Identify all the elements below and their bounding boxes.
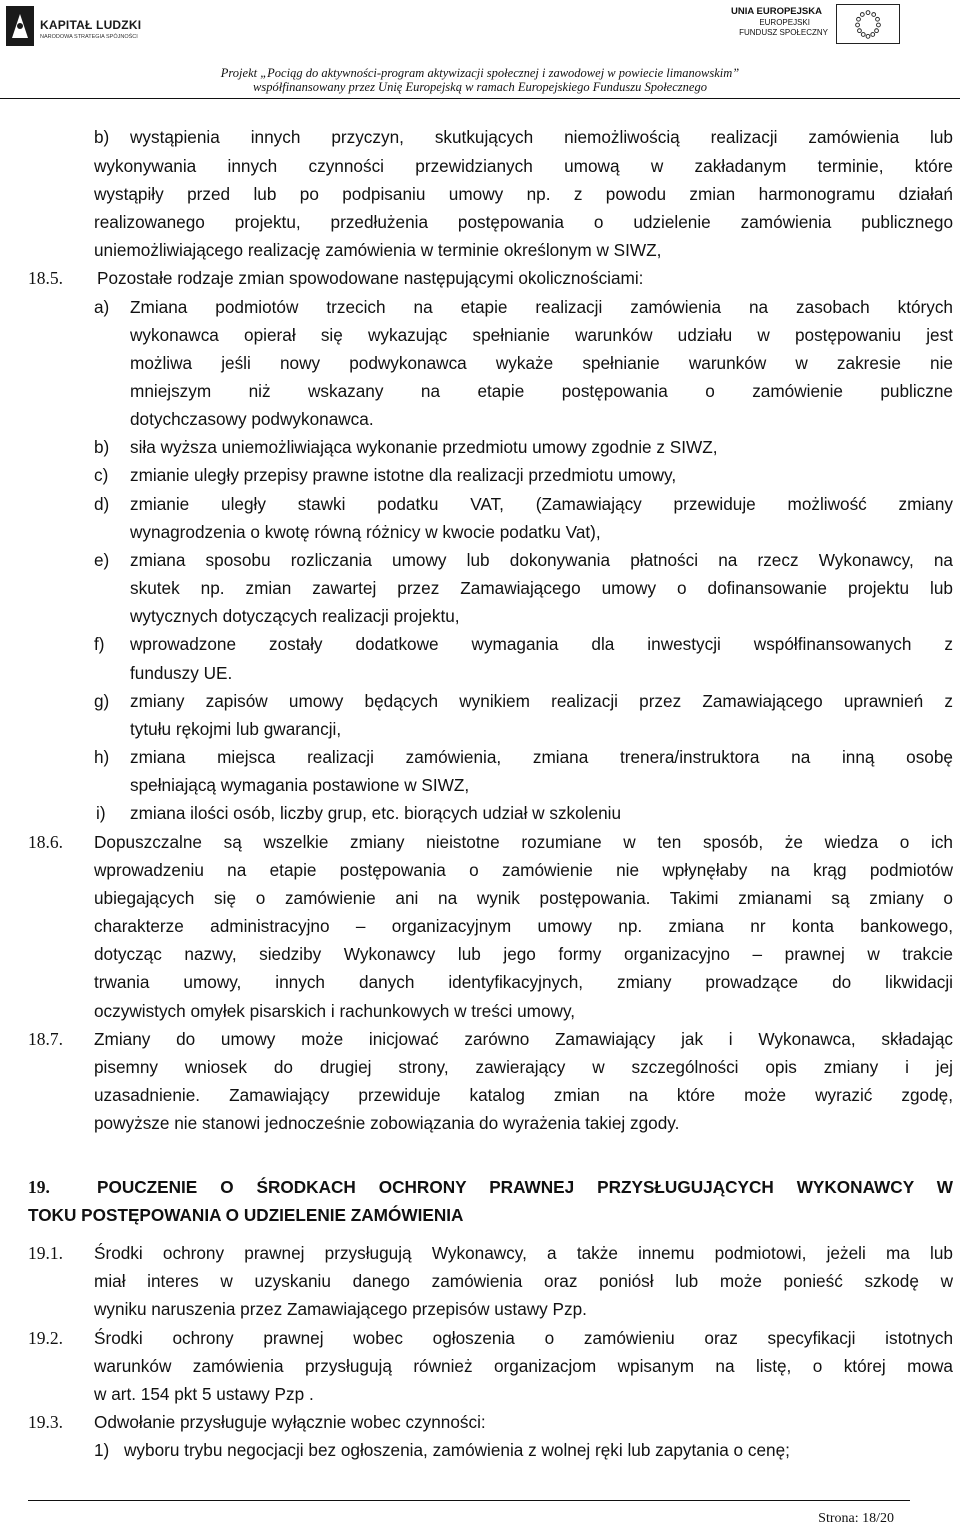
text-line: wystąpiły przed lub po podpisaniu umowy np. z powodu zmian harmonogramu działań xyxy=(94,184,953,204)
item-label-i: i) xyxy=(96,803,106,823)
text-line: tytułu rękojmi lub gwarancji, xyxy=(130,719,342,739)
item-label-b: b) xyxy=(94,437,110,457)
text-line: wyboru trybu negocjacji bez ogłoszenia, zamówienia z wolnej ręki lub zapytania o cenę; xyxy=(124,1440,790,1460)
text-line: uzasadnienie. Zamawiający przewiduje katalog zmian na które może wyrazić zgodę, xyxy=(94,1085,953,1105)
text-line: miał interes w uzyskaniu danego zamówienia oraz poniósł lub może ponieść szkodę w xyxy=(94,1271,953,1291)
item-label-e: e) xyxy=(94,550,110,570)
text-line: oczywistych omyłek pisarskich i rachunkowych w treści umowy, xyxy=(94,1001,576,1021)
text-line: skutek np. zmian zawartej przez Zamawiającego umowy o dofinansowanie projektu lub xyxy=(130,578,953,598)
project-title: Projekt „Pociąg do aktywności-program aktywizacji społecznej i zawodowej w powiecie limanowskim” xyxy=(220,66,740,80)
text-line: zmiana sposobu rozliczania umowy lub dokonywania płatności na rzecz Wykonawcy, na xyxy=(130,550,953,570)
item-label-h: h) xyxy=(94,747,110,767)
text-line: funduszy UE. xyxy=(130,663,233,683)
eu-logo-line3: FUNDUSZ SPOŁECZNY xyxy=(739,28,828,37)
text-line: siła wyższa uniemożliwiająca wykonanie przedmiotu umowy zgodnie z SIWZ, xyxy=(130,437,718,457)
page-number: Strona: 18/20 xyxy=(818,1511,894,1526)
text-line: charakterze administracyjno – organizacyjnym umowy np. zmiana nr konta bankowego, xyxy=(94,916,953,936)
text-line: Środki ochrony prawnej przysługują Wykonawcy, a także innemu podmiotowi, jeżeli ma lub xyxy=(94,1243,953,1263)
kapital-ludzki-logo xyxy=(6,6,146,46)
header-divider xyxy=(0,98,960,99)
text-line: wyniku naruszenia przez Zamawiającego przepisów ustawy Pzp. xyxy=(94,1299,587,1319)
eu-logo xyxy=(731,4,900,42)
item-label-c: c) xyxy=(94,465,109,485)
text-line: Odwołanie przysługuje wyłącznie wobec czynności: xyxy=(94,1412,486,1432)
item-label-f: f) xyxy=(94,634,105,654)
text-line: Dopuszczalne są wszelkie zmiany nieistotne rozumiane w ten sposób, że wiedza o ich xyxy=(94,832,953,852)
section-number: 19.2. xyxy=(28,1328,63,1348)
text-line: dotychczasowy podwykonawca. xyxy=(130,409,374,429)
text-line: realizowanego projektu, przedłużenia postępowania o udzielenie zamówienia publicznego xyxy=(94,212,953,232)
text-line: wprowadzone zostały dodatkowe wymagania dla inwestycji współfinansowanych z xyxy=(130,634,953,654)
text-line: zmianie uległy stawki podatku VAT, (Zamawiający przewiduje możliwość zmiany xyxy=(130,494,953,514)
item-label-1: 1) xyxy=(94,1440,110,1460)
footer-divider xyxy=(28,1500,910,1501)
chapter-number: 19. xyxy=(28,1177,50,1197)
text-line: wynagrodzenia o kwotę równą różnicy w kwocie podatku Vat), xyxy=(130,522,601,542)
text-line: wytycznych dotyczących realizacji projektu, xyxy=(130,606,460,626)
text-line: w art. 154 pkt 5 ustawy Pzp . xyxy=(94,1384,314,1404)
text-line: warunków zamówienia przysługują również organizacjom wpisanym na listę, o której mowa xyxy=(94,1356,953,1376)
item-label-d: d) xyxy=(94,494,110,514)
section-number: 18.7. xyxy=(28,1029,63,1049)
chapter-heading-line: TOKU POSTĘPOWANIA O UDZIELENIE ZAMÓWIENIA xyxy=(28,1205,464,1225)
logo-left-subtitle: NARODOWA STRATEGIA SPÓJNOŚCI xyxy=(40,34,138,40)
text-line: możliwa jeśli nowy podwykonawca wykaże spełnianie warunków w zakresie nie xyxy=(130,353,953,373)
text-line: ubiegających się o zamówienie ani na wynik postępowania. Takimi zmianami są zmiany o xyxy=(94,888,953,908)
text-line: zmiana miejsca realizacji zamówienia, zmiana trenera/instruktora na inną osobę xyxy=(130,747,953,767)
item-label-g: g) xyxy=(94,691,110,711)
text-line: Środki ochrony prawnej wobec ogłoszenia o zamówieniu oraz specyfikacji istotnych xyxy=(94,1328,953,1348)
text-line: pisemny wniosek do drugiej strony, zawierający w szczególności opis zmiany i jej xyxy=(94,1057,953,1077)
section-number: 18.6. xyxy=(28,832,63,852)
text-line: wprowadzeniu na etapie postępowania o zamówienie nie wpłynęłaby na krąg podmiotów xyxy=(94,860,953,880)
eu-logo-line1: UNIA EUROPEJSKA xyxy=(731,6,822,17)
text-line: Pozostałe rodzaje zmian spowodowane następującymi okolicznościami: xyxy=(97,268,644,288)
text-line: zmiany zapisów umowy będących wynikiem realizacji przez Zamawiającego uprawnień z xyxy=(130,691,953,711)
logo-left-title: KAPITAŁ LUDZKI xyxy=(40,18,142,32)
text-line: powyższe nie stanowi jednocześnie zobowiązania do wyrażenia takiej zgody. xyxy=(94,1113,680,1133)
item-label-a: a) xyxy=(94,297,110,317)
text-line: trwania umowy, innych danych identyfikacyjnych, zmiany prowadzące do likwidacji xyxy=(94,972,953,992)
eu-flag-icon xyxy=(836,4,900,44)
eu-logo-line2: EUROPEJSKI xyxy=(759,18,810,27)
section-number: 19.1. xyxy=(28,1243,63,1263)
text-line: mniejszym niż wskazany na etapie postępowania o zamówienie publiczne xyxy=(130,381,953,401)
text-line: spełniającą wymagania postawione w SIWZ, xyxy=(130,775,470,795)
text-line: dotycząc nazwy, siedziby Wykonawcy lub jego formy organizacyjno – prawnej w trakcie xyxy=(94,944,953,964)
text-line: zmianie uległy przepisy prawne istotne dla realizacji przedmiotu umowy, xyxy=(130,465,677,485)
text-line: wykonawca opierał się wykazując spełnianie warunków udziału w postępowaniu jest xyxy=(130,325,953,345)
chapter-heading-line: POUCZENIE O ŚRODKACH OCHRONY PRAWNEJ PRZYSŁUGUJĄCYCH WYKONAWCY W xyxy=(97,1177,953,1197)
project-cofinancing: współfinansowany przez Unię Europejską w ramach Europejskiego Funduszu Społecznego xyxy=(253,80,707,94)
text-line: zmiana ilości osób, liczby grup, etc. biorących udział w szkoleniu xyxy=(130,803,622,823)
text-line: wystąpienia innych przyczyn, skutkujących niemożliwością realizacji zamówienia lub xyxy=(130,127,953,147)
text-line: Zmiana podmiotów trzecich na etapie realizacji zamówienia na zasobach których xyxy=(130,297,953,317)
text-line: uniemożliwiającego realizację zamówienia w terminie określonym w SIWZ, xyxy=(94,240,662,260)
kapital-ludzki-emblem-icon xyxy=(6,6,34,46)
text-line: Zmiany do umowy może inicjować zarówno Zamawiający jak i Wykonawca, składając xyxy=(94,1029,953,1049)
section-number: 18.5. xyxy=(28,268,63,288)
text-line: wykonywania innych czynności przewidzianych umową w zakładanym terminie, które xyxy=(94,156,953,176)
section-number: 19.3. xyxy=(28,1412,63,1432)
item-label-b: b) xyxy=(94,127,110,147)
